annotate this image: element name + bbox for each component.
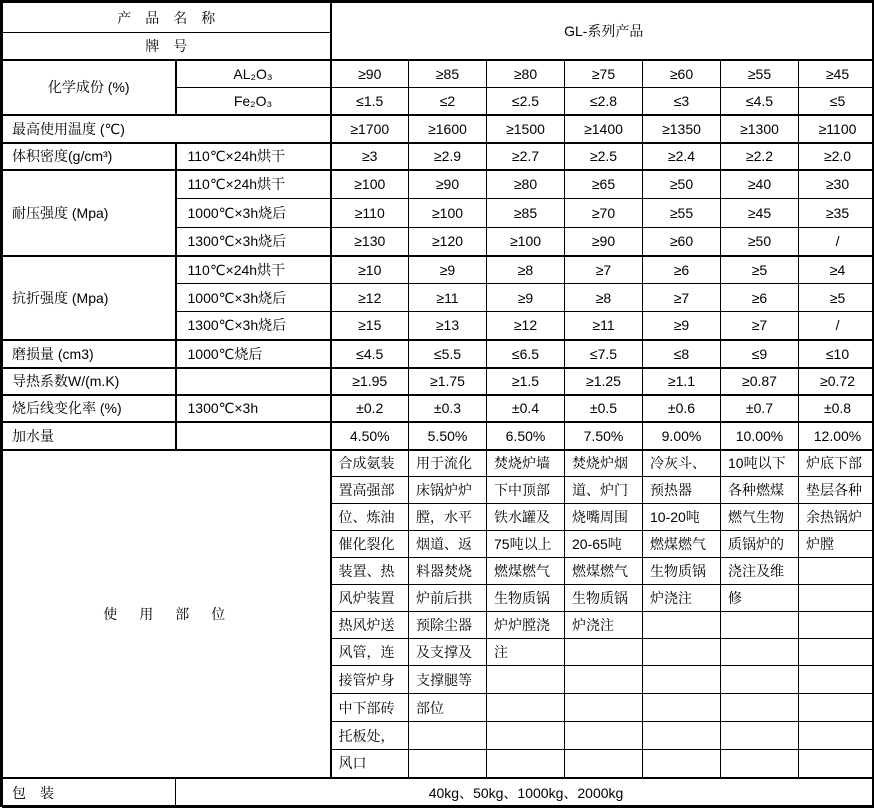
table-row	[3, 115, 874, 143]
usage-cell: 烟道、返	[409, 531, 487, 558]
spec-value-cell: ≥130	[331, 228, 409, 256]
spec-value-cell: ≥12	[331, 284, 409, 312]
table-row	[3, 3, 874, 33]
usage-cell	[799, 750, 874, 778]
spec-value-cell: /	[799, 312, 874, 340]
usage-cell: 生物质锅	[487, 585, 565, 612]
usage-cell: 浇注及维	[721, 558, 799, 585]
row-label-usage: 使用部位	[3, 450, 331, 778]
spec-value-cell: ≥2.7	[487, 143, 565, 170]
sub-label-fe2o3: Fe₂O₃	[176, 88, 331, 115]
usage-cell: 炉前后拱	[409, 585, 487, 612]
sub-label-condition: 110℃×24h烘干	[176, 170, 331, 199]
spec-value-cell: ≥9	[643, 312, 721, 340]
spec-value-cell: ≥6	[721, 284, 799, 312]
spec-value-cell: ≥65	[565, 170, 643, 199]
spec-value-cell: ≥100	[331, 170, 409, 199]
spec-value-cell: ≥1100	[799, 115, 874, 143]
usage-cell	[799, 694, 874, 722]
spec-value-cell: ≥1.5	[487, 368, 565, 395]
spec-value-cell: ≥7	[643, 284, 721, 312]
usage-cell: 焚烧炉墙	[487, 450, 565, 477]
spec-value-cell: ≥6	[643, 256, 721, 284]
usage-cell: 中下部砖	[331, 694, 409, 722]
spec-value-cell: ≥5	[799, 284, 874, 312]
product-name-header: 产 品 名 称	[3, 3, 331, 33]
spec-value-cell: ≥11	[565, 312, 643, 340]
spec-value-cell: ≤8	[643, 340, 721, 368]
spec-value-cell: ≥2.9	[409, 143, 487, 170]
spec-value-cell: ≤9	[721, 340, 799, 368]
sub-label-al2o3: AL₂O₃	[176, 60, 331, 88]
spec-value-cell: ≤4.5	[331, 340, 409, 368]
spec-value-cell: ≥70	[565, 199, 643, 228]
row-label-abrasion: 磨损量 (cm3)	[3, 340, 176, 368]
usage-cell: 热风炉送	[331, 612, 409, 639]
usage-cell	[799, 612, 874, 639]
spec-value-cell: ≥2.0	[799, 143, 874, 170]
usage-cell: 道、炉门	[565, 477, 643, 504]
spec-value-cell: ≥1500	[487, 115, 565, 143]
spec-value-cell: ≥60	[643, 228, 721, 256]
usage-cell: 生物质锅	[643, 558, 721, 585]
spec-value-cell: ≥1.95	[331, 368, 409, 395]
usage-cell: 燃气生物	[721, 504, 799, 531]
usage-cell	[643, 722, 721, 750]
spec-value-cell: ≥80	[487, 170, 565, 199]
table-row	[3, 170, 874, 199]
usage-cell	[799, 666, 874, 694]
table-row	[3, 256, 874, 284]
series-title: GL-系列产品	[331, 3, 874, 60]
spec-value-cell: ≥55	[721, 60, 799, 88]
spec-value-cell: ≥15	[331, 312, 409, 340]
sub-label-condition: 110℃×24h烘干	[176, 143, 331, 170]
spec-value-cell: ≥90	[565, 228, 643, 256]
usage-cell: 垫层各种	[799, 477, 874, 504]
packing-value: 40kg、50kg、1000kg、2000kg	[176, 778, 874, 808]
spec-value-cell: ≥110	[331, 199, 409, 228]
usage-cell	[565, 639, 643, 666]
spec-value-cell: ±0.4	[487, 395, 565, 422]
spec-value-cell: ≥35	[799, 199, 874, 228]
usage-cell	[721, 694, 799, 722]
table-row	[3, 340, 874, 368]
usage-cell	[409, 750, 487, 778]
spec-value-cell: ≥120	[409, 228, 487, 256]
sub-label-condition: 1300℃×3h烧后	[176, 228, 331, 256]
spec-value-cell: ≥7	[721, 312, 799, 340]
spec-value-cell: ≤2.5	[487, 88, 565, 115]
usage-cell: 接管炉身	[331, 666, 409, 694]
usage-cell	[799, 722, 874, 750]
spec-value-cell: 4.50%	[331, 422, 409, 450]
usage-cell	[565, 750, 643, 778]
usage-cell	[487, 666, 565, 694]
row-label-flexural: 抗折强度 (Mpa)	[3, 256, 176, 340]
usage-cell: 部位	[409, 694, 487, 722]
usage-cell: 支撑腿等	[409, 666, 487, 694]
usage-cell: 合成氨装	[331, 450, 409, 477]
spec-value-cell: ≥2.2	[721, 143, 799, 170]
spec-value-cell: ≥85	[409, 60, 487, 88]
sub-label-condition: 110℃×24h烘干	[176, 256, 331, 284]
sub-label-condition: 1000℃烧后	[176, 340, 331, 368]
spec-value-cell: ≥80	[487, 60, 565, 88]
table-row	[3, 450, 874, 477]
product-spec-table	[2, 2, 874, 808]
spec-value-cell: /	[799, 228, 874, 256]
usage-cell	[721, 639, 799, 666]
spec-value-cell: ≥3	[331, 143, 409, 170]
sub-label-condition: 1000℃×3h烧后	[176, 284, 331, 312]
usage-cell: 膛，水平	[409, 504, 487, 531]
spec-value-cell: ≥85	[487, 199, 565, 228]
spec-value-cell: ≤3	[643, 88, 721, 115]
usage-cell	[643, 694, 721, 722]
table-row	[3, 60, 874, 88]
usage-cell: 装置、热	[331, 558, 409, 585]
spec-value-cell: ±0.8	[799, 395, 874, 422]
usage-cell	[721, 666, 799, 694]
usage-cell: 用于流化	[409, 450, 487, 477]
spec-value-cell: 7.50%	[565, 422, 643, 450]
spec-value-cell: ≥1600	[409, 115, 487, 143]
usage-cell: 预除尘器	[409, 612, 487, 639]
spec-value-cell: ≥1400	[565, 115, 643, 143]
usage-cell: 75吨以上	[487, 531, 565, 558]
spec-value-cell: ≥1300	[721, 115, 799, 143]
spec-value-cell: ≥1.25	[565, 368, 643, 395]
usage-cell: 冷灰斗、	[643, 450, 721, 477]
spec-value-cell: ≥0.72	[799, 368, 874, 395]
sub-label-condition	[176, 422, 331, 450]
usage-cell: 炉底下部	[799, 450, 874, 477]
usage-cell: 注	[487, 639, 565, 666]
usage-cell: 预热器	[643, 477, 721, 504]
usage-cell: 炉膛	[799, 531, 874, 558]
row-label-bulk-density: 体积密度(g/cm³)	[3, 143, 176, 170]
usage-cell: 下中顶部	[487, 477, 565, 504]
table-row	[3, 778, 874, 808]
spec-value-cell: ≥50	[643, 170, 721, 199]
spec-value-cell: ≥1700	[331, 115, 409, 143]
spec-value-cell: ≤5	[799, 88, 874, 115]
spec-value-cell: 5.50%	[409, 422, 487, 450]
spec-value-cell: ≥60	[643, 60, 721, 88]
spec-value-cell: ≤5.5	[409, 340, 487, 368]
spec-value-cell: ≥75	[565, 60, 643, 88]
usage-cell: 置高强部	[331, 477, 409, 504]
usage-cell: 位、炼油	[331, 504, 409, 531]
usage-cell	[487, 722, 565, 750]
spec-value-cell: ±0.3	[409, 395, 487, 422]
usage-cell: 生物质锅	[565, 585, 643, 612]
spec-value-cell: ±0.6	[643, 395, 721, 422]
sub-label-condition: 1000℃×3h烧后	[176, 199, 331, 228]
spec-value-cell: ≥100	[409, 199, 487, 228]
usage-cell: 焚烧炉烟	[565, 450, 643, 477]
usage-cell	[565, 722, 643, 750]
row-label-chemical: 化学成份 (%)	[3, 60, 176, 115]
spec-value-cell: ≥90	[331, 60, 409, 88]
spec-value-cell: ≥50	[721, 228, 799, 256]
spec-value-cell: ≥8	[487, 256, 565, 284]
spec-value-cell: ≥1.75	[409, 368, 487, 395]
usage-cell	[721, 750, 799, 778]
usage-cell	[565, 694, 643, 722]
usage-cell: 料器焚烧	[409, 558, 487, 585]
spec-value-cell: ±0.5	[565, 395, 643, 422]
spec-value-cell: 10.00%	[721, 422, 799, 450]
usage-cell	[643, 750, 721, 778]
spec-value-cell: ≥4	[799, 256, 874, 284]
spec-value-cell: ≤1.5	[331, 88, 409, 115]
grade-header: 牌 号	[3, 33, 331, 60]
table-row	[3, 143, 874, 170]
usage-cell	[799, 558, 874, 585]
sub-label-condition: 1300℃×3h	[176, 395, 331, 422]
usage-cell	[721, 722, 799, 750]
usage-cell: 铁水罐及	[487, 504, 565, 531]
usage-cell: 风炉装置	[331, 585, 409, 612]
usage-cell: 20-65吨	[565, 531, 643, 558]
spec-value-cell: ≥1350	[643, 115, 721, 143]
spec-value-cell: ≥0.87	[721, 368, 799, 395]
row-label-water: 加水量	[3, 422, 176, 450]
table-row	[3, 395, 874, 422]
usage-cell	[487, 750, 565, 778]
spec-value-cell: ≥5	[721, 256, 799, 284]
spec-value-cell: ≤7.5	[565, 340, 643, 368]
spec-value-cell: ±0.7	[721, 395, 799, 422]
usage-cell: 及支撑及	[409, 639, 487, 666]
usage-cell: 烧嘴周围	[565, 504, 643, 531]
usage-cell: 各种燃煤	[721, 477, 799, 504]
spec-value-cell: ≥100	[487, 228, 565, 256]
usage-cell: 燃煤燃气	[643, 531, 721, 558]
usage-cell	[409, 722, 487, 750]
usage-cell: 10吨以下	[721, 450, 799, 477]
spec-value-cell: ≤2	[409, 88, 487, 115]
spec-value-cell: ≥9	[487, 284, 565, 312]
spec-value-cell: ≥45	[799, 60, 874, 88]
usage-cell: 质锅炉的	[721, 531, 799, 558]
spec-value-cell: ≥9	[409, 256, 487, 284]
spec-value-cell: ≥1.1	[643, 368, 721, 395]
spec-value-cell: 12.00%	[799, 422, 874, 450]
spec-value-cell: ≥10	[331, 256, 409, 284]
usage-cell	[643, 639, 721, 666]
usage-cell: 炉炉膛浇	[487, 612, 565, 639]
usage-cell	[643, 612, 721, 639]
spec-value-cell: ≤2.8	[565, 88, 643, 115]
usage-cell: 风口	[331, 750, 409, 778]
sub-label-condition	[176, 368, 331, 395]
row-label-max-temp: 最高使用温度 (℃)	[3, 115, 331, 143]
usage-cell	[643, 666, 721, 694]
spec-value-cell: 9.00%	[643, 422, 721, 450]
usage-cell: 托板处，	[331, 722, 409, 750]
sub-label-condition: 1300℃×3h烧后	[176, 312, 331, 340]
spec-value-cell: ≥11	[409, 284, 487, 312]
spec-value-cell: ≤10	[799, 340, 874, 368]
spec-value-cell: ≤4.5	[721, 88, 799, 115]
usage-cell: 风管，连	[331, 639, 409, 666]
spec-value-cell: ≥45	[721, 199, 799, 228]
table-row	[3, 368, 874, 395]
spec-value-cell: ≤6.5	[487, 340, 565, 368]
spec-value-cell: ≥7	[565, 256, 643, 284]
spec-value-cell: 6.50%	[487, 422, 565, 450]
spec-value-cell: ≥2.5	[565, 143, 643, 170]
row-label-packing: 包 装	[3, 778, 176, 808]
spec-value-cell: ≥13	[409, 312, 487, 340]
spec-value-cell: ≥30	[799, 170, 874, 199]
usage-cell: 炉浇注	[565, 612, 643, 639]
usage-cell	[565, 666, 643, 694]
row-label-compressive: 耐压强度 (Mpa)	[3, 170, 176, 256]
usage-cell: 修	[721, 585, 799, 612]
usage-cell: 燃煤燃气	[487, 558, 565, 585]
spec-value-cell: ≥55	[643, 199, 721, 228]
spec-value-cell: ±0.2	[331, 395, 409, 422]
table-row	[3, 422, 874, 450]
spec-value-cell: ≥2.4	[643, 143, 721, 170]
spec-value-cell: ≥12	[487, 312, 565, 340]
usage-cell: 10-20吨	[643, 504, 721, 531]
usage-cell: 床锅炉炉	[409, 477, 487, 504]
usage-cell	[721, 612, 799, 639]
spec-value-cell: ≥90	[409, 170, 487, 199]
spec-value-cell: ≥40	[721, 170, 799, 199]
spec-value-cell: ≥8	[565, 284, 643, 312]
usage-cell	[799, 585, 874, 612]
usage-cell: 催化裂化	[331, 531, 409, 558]
usage-cell: 燃煤燃气	[565, 558, 643, 585]
usage-cell: 余热锅炉	[799, 504, 874, 531]
usage-cell	[799, 639, 874, 666]
row-label-thermal: 导热系数W/(m.K)	[3, 368, 176, 395]
usage-cell: 炉浇注	[643, 585, 721, 612]
row-label-linear-change: 烧后线变化率 (%)	[3, 395, 176, 422]
usage-cell	[487, 694, 565, 722]
